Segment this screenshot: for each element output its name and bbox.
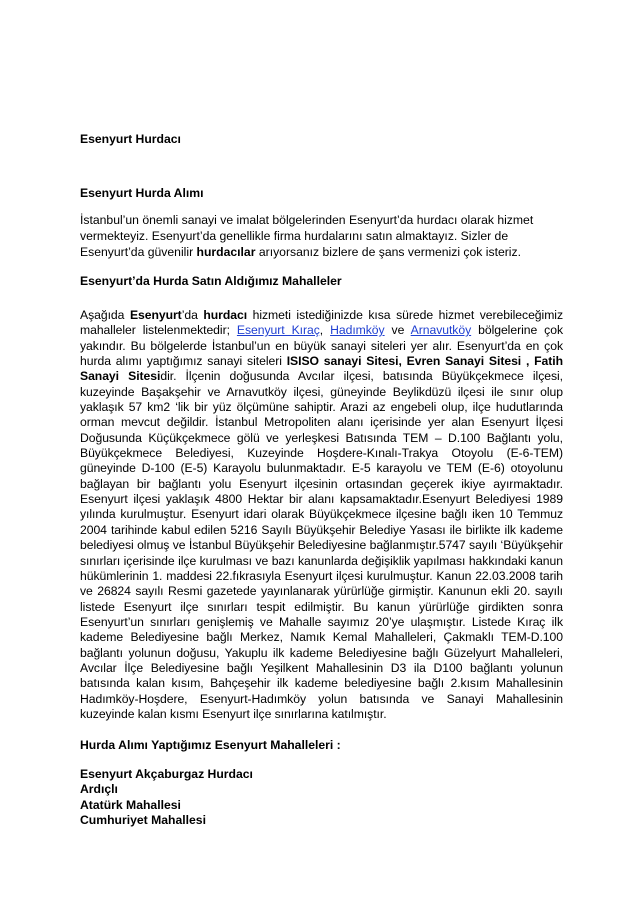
body-bold-esenyurt: Esenyurt	[129, 308, 182, 322]
section-heading-list: Hurda Alımı Yaptığımız Esenyurt Mahalleleri :	[80, 738, 341, 752]
section-heading-hurda-alimi: Esenyurt Hurda Alımı	[80, 186, 204, 200]
body-text-7: dir. İlçenin doğusunda Avcılar ilçesi, batısında Büyükçekmece ilçesi, kuzeyinde Başakşehir ve Arnavutköy ilçesi, güneyinde Beylikdüzü ilçesi ile sınır olup yaklaşık 57 km2 ‘lik bir yüz ölçümüne sahiptir. Arazi az engebeli olup, ilçe hudutlarında orman mevcut değildir. İstanbul Metropoliten alanı içerisinde yer alan Esenyurt İlçesi Doğusunda Küçükçekmece gölü ve yerleşkesi Batısında TEM – D.100 Bağlantı yolu, Büyükçekmece Belediyesi, Kuzeyinde Hoşdere-Kınalı-Trakya Otoyolu (E-6-TEM) güneyinde D-100 (E-5) Karayolu bulunmaktadır. E-5 karayolu ve TEM (E-6) otoyolunu bağlayan bir bağlantı yolu Esenyurt ilçesinin ortasından geçerek ikiye ayırmaktadır. Esenyurt ilçesi yaklaşık 4800 Hektar bir alanı kapsamaktadır.Esenyurt Belediyesi 1989 yılında kurulmuştur. Esenyurt idari olarak Büyükçekmece ilçesine bağlı iken 10 Temmuz 2004 tarihinde kabul edilen 5216 Sayılı Büyükşehir Belediye Yasası ile birlikte ilk kademe belediyesi olmuş ve İstanbul Büyükşehir Belediyesine bağlanmıştır.5747 sayılı ‘Büyükşehir sınırları içerisinde ilçe kurulması ve bazı kanunlarda değişiklik yapılması hakkındaki kanun hükümlerinin 1. maddesi 22.fıkrasıyla Esenyurt ilçesi kurulmuştur. Kanun 22.03.2008 tarih ve 26824 sayılı Resmi gazetede yayınlanarak yürürlüğe girmiştir. Kanunun ekli 20. sayılı listede Esenyurt ilçe sınırları tespit edilmiştir. Bu kanun yürürlüğe girdikten sonra Esenyurt’un sınırları genişlemiş ve Mahalle sayımız 20’ye ulaşmıştır. Listede Kıraç ilk kademe Belediyesine bağlı Merkez, Namık Kemal Mahalleleri, Çakmaklı TEM-D.100 bağlantı yolunun doğusu, Yakuplu ilk kademe Belediyesine bağlı Güzelyurt Mahalleleri, Avcılar İlçe Belediyesine bağlı Yeşilkent Mahallesinin D3 ila D100 bağlantı yolunun batısında kalan kısım, Bahçeşehir ilk kademe belediyesine bağlı 2.kısım Mahallesinin Hadımköy-Hoşdere, Esenyurt-Hadımköy yolun batısında ve Sanayi Mahallesinin kuzeyinde kalan kısmı Esenyurt ilçe sınırlarına katılmıştır.	[80, 369, 563, 721]
section-heading-mahalleler: Esenyurt’da Hurda Satın Aldığımız Mahalleler	[80, 274, 342, 288]
body-text-6: bölgelerine çok yakındır. Bu bölgelerde İstanbul’un en büyük sanayi siteleri yer alır. Esenyurt’da en çok hurda alımı yaptığımız sanayi siteleri	[80, 323, 563, 369]
intro-text-a: İstanbul’un önemli sanayi ve imalat bölgelerinden Esenyurt’da hurdacı olarak hizmet vermekteyiz. Esenyurt’da genellikle firma hurdalarını satın almaktayız. Sizler de Esenyurt’da güvenilir	[80, 213, 534, 259]
body-text-4: ,	[319, 323, 331, 338]
body-text-1: Aşağıda	[80, 308, 130, 322]
body-paragraph	[80, 308, 563, 722]
list-item: Cumhuriyet Mahallesi	[80, 813, 206, 828]
link-arnavutkoy[interactable]: Arnavutköy	[410, 323, 472, 338]
list-item: Esenyurt Akçaburgaz Hurdacı	[80, 767, 253, 781]
body-text-5: ve	[384, 323, 411, 338]
list-item: Atatürk Mahallesi	[80, 797, 181, 812]
body-bold-hurdaci: hurdacı	[203, 308, 248, 322]
intro-text-b: arıyorsanız bizlere de şans vermenizi çok isteriz.	[255, 245, 521, 259]
body-text-2: ’da	[181, 308, 204, 322]
link-esenyurt-kirac[interactable]: Esenyurt Kıraç	[236, 323, 320, 338]
intro-bold-hurdacilar: hurdacılar	[196, 245, 256, 259]
intro-paragraph	[80, 212, 563, 260]
document-title: Esenyurt Hurdacı	[80, 132, 181, 146]
mahalle-list	[80, 767, 253, 829]
list-item: Ardıçlı	[80, 782, 118, 797]
body-bold-sanayi-siteleri: ISISO sanayi Sitesi, Evren Sanayi Sitesi , Fatih Sanayi Sitesi	[80, 354, 563, 384]
link-hadimkoy[interactable]: Hadımköy	[330, 323, 385, 338]
body-text-3: hizmeti istediğinizde kısa sürede hizmet verebileceğimiz mahalleler listelenmektedir;	[80, 308, 563, 338]
